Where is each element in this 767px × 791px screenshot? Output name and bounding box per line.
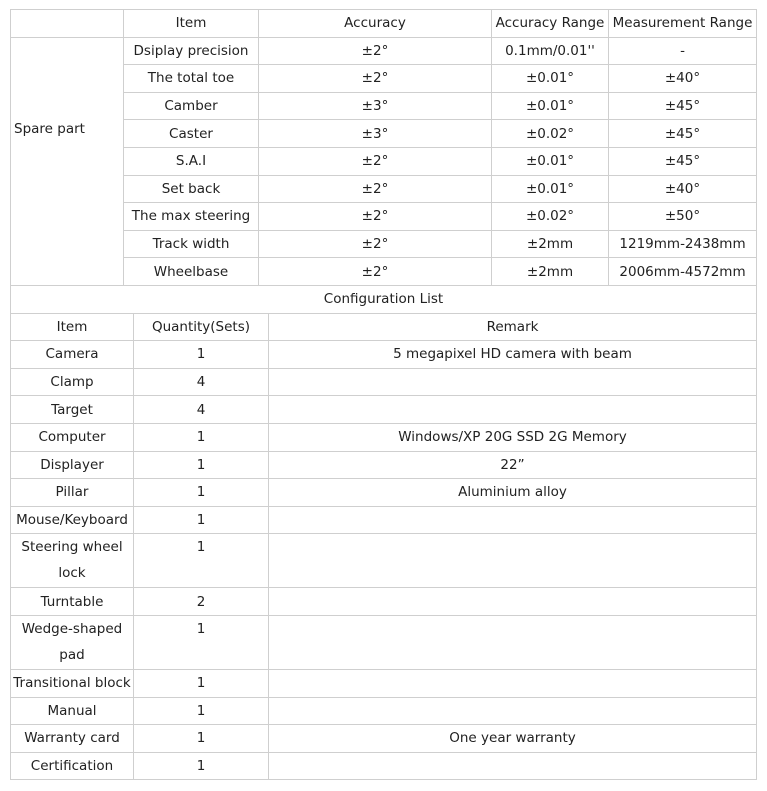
spec-header-cell: Item xyxy=(124,10,259,38)
config-cell xyxy=(269,534,757,588)
config-cell: 1 xyxy=(134,506,269,534)
spec-cell: ±2° xyxy=(259,175,492,203)
config-cell: 4 xyxy=(134,368,269,396)
config-row xyxy=(11,396,757,424)
spec-cell: ±0.01° xyxy=(492,175,609,203)
spec-cell: Dsiplay precision xyxy=(124,37,259,65)
config-cell xyxy=(269,669,757,697)
config-cell: Warranty card xyxy=(11,725,134,753)
config-row xyxy=(11,615,757,669)
spec-cell: Set back xyxy=(124,175,259,203)
config-cell: 1 xyxy=(134,697,269,725)
spec-cell: 0.1mm/0.01'' xyxy=(492,37,609,65)
config-cell: 1 xyxy=(134,752,269,780)
config-cell: Steering wheel lock xyxy=(11,534,134,588)
spec-cell: ±0.02° xyxy=(492,203,609,231)
spec-cell: ±3° xyxy=(259,120,492,148)
config-row xyxy=(11,588,757,616)
config-cell: Pillar xyxy=(11,479,134,507)
config-cell xyxy=(269,615,757,669)
spec-cell: ±45° xyxy=(609,120,757,148)
spec-cell: ±0.01° xyxy=(492,147,609,175)
config-cell: Target xyxy=(11,396,134,424)
config-cell: Mouse/Keyboard xyxy=(11,506,134,534)
config-row xyxy=(11,479,757,507)
spec-header-blank xyxy=(11,10,124,38)
config-cell: One year warranty xyxy=(269,725,757,753)
config-cell: Windows/XP 20G SSD 2G Memory xyxy=(269,423,757,451)
specification-table xyxy=(10,9,757,286)
spec-cell: The total toe xyxy=(124,65,259,93)
config-cell: 1 xyxy=(134,534,269,588)
spec-header-cell: Accuracy Range xyxy=(492,10,609,38)
spec-header-cell: Accuracy xyxy=(259,10,492,38)
spec-cell: ±2° xyxy=(259,203,492,231)
spec-cell: - xyxy=(609,37,757,65)
config-cell: Clamp xyxy=(11,368,134,396)
spec-cell: ±2° xyxy=(259,37,492,65)
config-row xyxy=(11,506,757,534)
spec-cell: ±50° xyxy=(609,203,757,231)
spec-cell: S.A.I xyxy=(124,147,259,175)
config-row xyxy=(11,697,757,725)
config-title: Configuration List xyxy=(11,286,757,314)
spec-cell: ±2mm xyxy=(492,258,609,286)
config-cell: Wedge-shaped pad xyxy=(11,615,134,669)
config-header-row xyxy=(11,313,757,341)
spec-cell: ±2° xyxy=(259,147,492,175)
spec-cell: ±2° xyxy=(259,65,492,93)
spec-cell: Wheelbase xyxy=(124,258,259,286)
spec-cell: ±40° xyxy=(609,175,757,203)
config-row xyxy=(11,423,757,451)
spec-cell: ±40° xyxy=(609,65,757,93)
config-header-cell: Quantity(Sets) xyxy=(134,313,269,341)
config-cell: Transitional block xyxy=(11,669,134,697)
config-cell: 1 xyxy=(134,451,269,479)
spec-cell: ±2mm xyxy=(492,230,609,258)
config-row xyxy=(11,534,757,588)
spec-cell: ±45° xyxy=(609,147,757,175)
spare-part-group-label: Spare part xyxy=(11,37,124,285)
config-cell: 2 xyxy=(134,588,269,616)
spec-cell: ±2° xyxy=(259,258,492,286)
config-row xyxy=(11,451,757,479)
spec-cell: ±0.02° xyxy=(492,120,609,148)
config-row xyxy=(11,368,757,396)
config-header-cell: Item xyxy=(11,313,134,341)
config-cell xyxy=(269,752,757,780)
config-cell xyxy=(269,368,757,396)
spec-row xyxy=(11,37,757,65)
config-header-cell: Remark xyxy=(269,313,757,341)
config-cell: 5 megapixel HD camera with beam xyxy=(269,341,757,369)
config-cell: 1 xyxy=(134,479,269,507)
config-cell: Displayer xyxy=(11,451,134,479)
spec-cell: Track width xyxy=(124,230,259,258)
config-cell xyxy=(269,396,757,424)
spec-cell: The max steering xyxy=(124,203,259,231)
config-cell: Manual xyxy=(11,697,134,725)
config-cell: 4 xyxy=(134,396,269,424)
config-cell: Turntable xyxy=(11,588,134,616)
config-cell: Aluminium alloy xyxy=(269,479,757,507)
config-title-row xyxy=(11,286,757,314)
configuration-list-table xyxy=(10,285,757,780)
config-cell: 1 xyxy=(134,669,269,697)
config-cell: 1 xyxy=(134,423,269,451)
config-cell: Computer xyxy=(11,423,134,451)
config-cell xyxy=(269,506,757,534)
spec-cell: ±0.01° xyxy=(492,65,609,93)
config-cell: Certification xyxy=(11,752,134,780)
config-cell xyxy=(269,697,757,725)
spec-cell: ±0.01° xyxy=(492,92,609,120)
config-row xyxy=(11,725,757,753)
config-row xyxy=(11,341,757,369)
spec-cell: ±3° xyxy=(259,92,492,120)
config-cell: Camera xyxy=(11,341,134,369)
spec-cell: 1219mm-2438mm xyxy=(609,230,757,258)
spec-cell: 2006mm-4572mm xyxy=(609,258,757,286)
config-cell xyxy=(269,588,757,616)
config-cell: 1 xyxy=(134,341,269,369)
spec-cell: ±45° xyxy=(609,92,757,120)
config-cell: 1 xyxy=(134,615,269,669)
spec-header-cell: Measurement Range xyxy=(609,10,757,38)
spec-cell: ±2° xyxy=(259,230,492,258)
config-cell: 1 xyxy=(134,725,269,753)
spec-header-row xyxy=(11,10,757,38)
config-row xyxy=(11,669,757,697)
config-row xyxy=(11,752,757,780)
config-cell: 22” xyxy=(269,451,757,479)
spec-cell: Camber xyxy=(124,92,259,120)
spec-cell: Caster xyxy=(124,120,259,148)
